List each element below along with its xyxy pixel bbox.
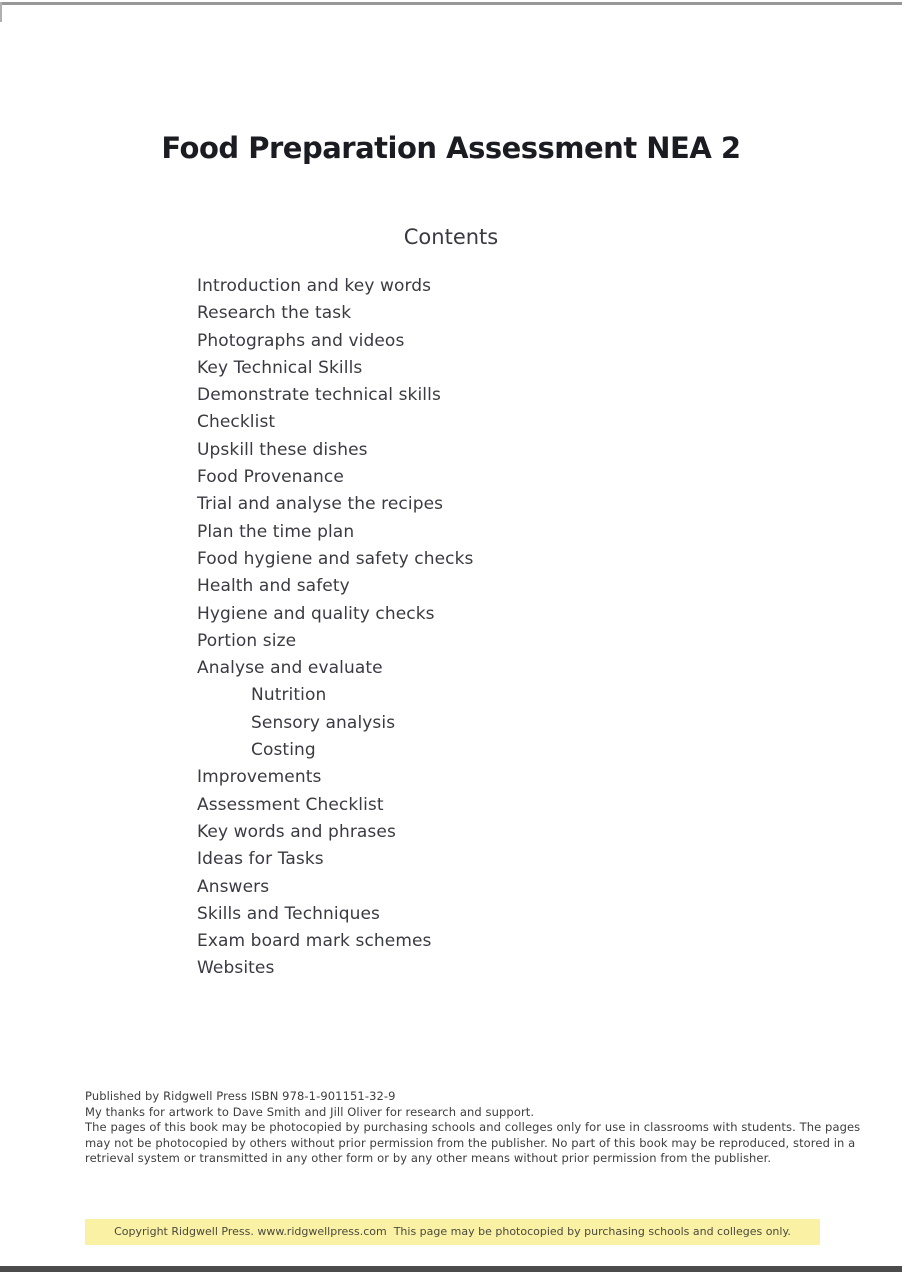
contents-item: Hygiene and quality checks <box>197 603 435 624</box>
publisher-note-line: Published by Ridgwell Press ISBN 978-1-901151-32-9 <box>85 1089 396 1103</box>
contents-item: Websites <box>197 958 275 979</box>
contents-item: Analyse and evaluate <box>197 658 383 679</box>
publisher-note-line: My thanks for artwork to Dave Smith and Jill Oliver for research and support. <box>85 1104 535 1119</box>
publisher-note-line: The pages of this book may be photocopied by purchasing schools and colleges only for use in classrooms with students. The pages <box>85 1120 861 1135</box>
contents-item: Key Technical Skills <box>197 357 363 378</box>
copyright-bar <box>85 1219 820 1245</box>
contents-item: Portion size <box>197 630 297 651</box>
contents-item: Plan the time plan <box>197 521 355 542</box>
page-bottom-edge <box>0 1266 902 1272</box>
publisher-notes <box>85 1089 861 1167</box>
contents-item: Introduction and key words <box>197 276 432 296</box>
contents-item: Food Provenance <box>197 467 344 488</box>
publisher-note-line: may not be photocopied by others without prior permission from the publisher. No part of this book may be reproduced, stored in a <box>85 1135 856 1150</box>
contents-item: Research the task <box>197 303 352 324</box>
contents-item: Assessment Checklist <box>197 794 384 815</box>
contents-heading: Contents <box>403 225 499 249</box>
contents-item: Improvements <box>197 767 322 788</box>
contents-item: Photographs and videos <box>197 330 405 351</box>
page-left-edge <box>0 2 2 22</box>
contents-item: Food hygiene and safety checks <box>197 548 474 569</box>
contents-item: Exam board mark schemes <box>197 931 432 952</box>
contents-item: Health and safety <box>197 576 350 597</box>
page-title: Food Preparation Assessment NEA 2 <box>161 131 741 165</box>
contents-item: Key words and phrases <box>197 821 396 842</box>
contents-item: Ideas for Tasks <box>197 849 324 870</box>
contents-item: Sensory analysis <box>251 712 396 733</box>
contents-item: Demonstrate technical skills <box>197 385 441 406</box>
contents-item: Upskill these dishes <box>197 439 368 460</box>
contents-item: Costing <box>251 740 316 761</box>
contents-item: Nutrition <box>251 685 327 706</box>
publisher-note-line: retrieval system or transmitted in any other form or by any other means without prior permission from the publisher. <box>85 1151 772 1166</box>
page-top-edge <box>0 2 902 5</box>
copyright-text: Copyright Ridgwell Press. www.ridgwellpress.com This page may be photocopied by purchasing schools and colleges only. <box>114 1225 791 1238</box>
contents-item: Checklist <box>197 412 276 433</box>
contents-list <box>197 273 717 983</box>
contents-item: Skills and Techniques <box>197 903 381 924</box>
contents-item: Trial and analyse the recipes <box>197 494 444 515</box>
contents-item: Answers <box>197 876 270 897</box>
